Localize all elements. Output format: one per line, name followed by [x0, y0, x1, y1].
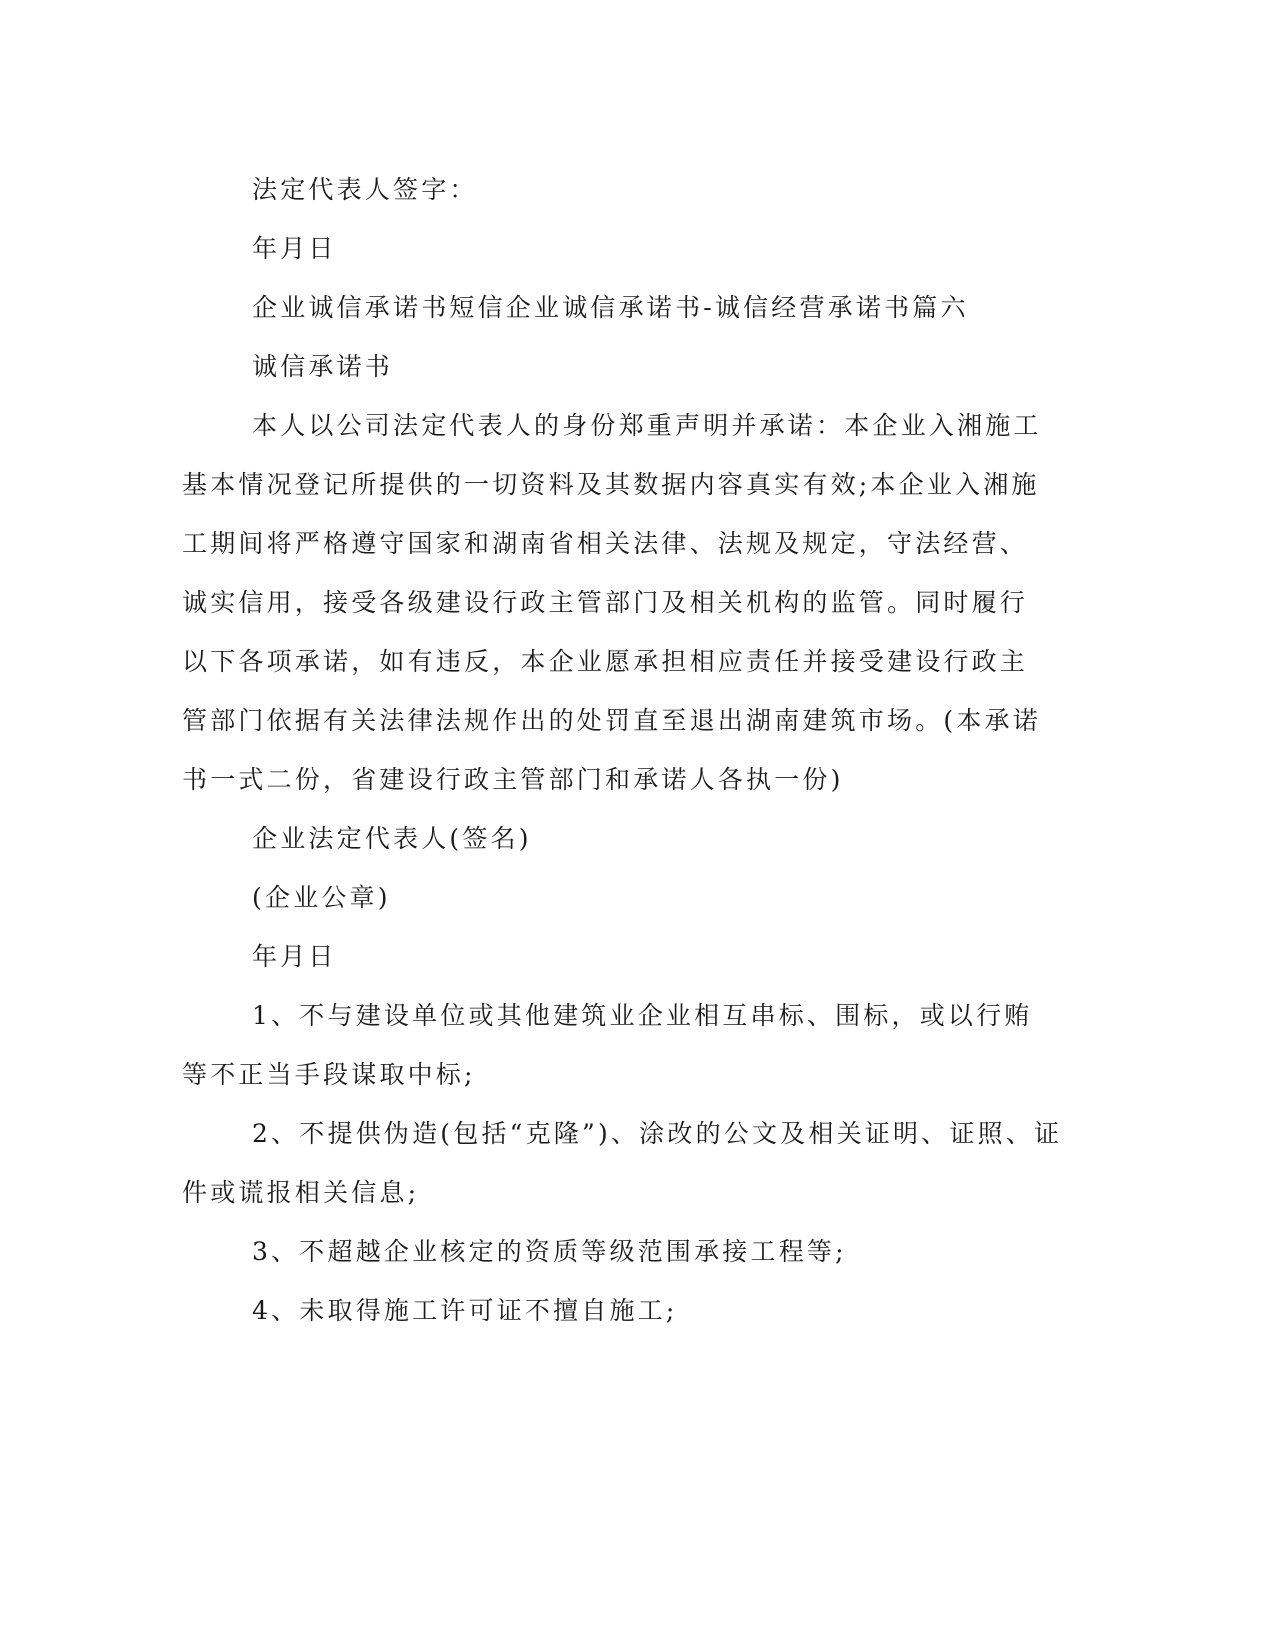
paragraph-line: 1、不与建设单位或其他建筑业企业相互串标、围标，或以行贿	[252, 1001, 1033, 1030]
date-line: 年月日	[252, 942, 337, 971]
paragraph-line: 本人以公司法定代表人的身份郑重声明并承诺：本企业入湘施工	[252, 411, 1042, 440]
signature-label: 法定代表人签字：	[252, 175, 478, 204]
commitment-item: 3、不超越企业核定的资质等级范围承接工程等;	[252, 1237, 847, 1266]
document-page	[182, 160, 1063, 1340]
paragraph-line: 工期间将严格遵守国家和湖南省相关法律、法规及规定，守法经营、	[182, 529, 1029, 558]
commitment-item	[182, 986, 1042, 1104]
commitment-item	[182, 1104, 1063, 1222]
paragraph-line: 件或谎报相关信息;	[182, 1178, 420, 1207]
commitment-item: 4、未取得施工许可证不擅自施工;	[252, 1296, 678, 1325]
date-line: 年月日	[252, 234, 337, 263]
representative-signature: 企业法定代表人(签名)	[252, 824, 532, 853]
statement-paragraph	[182, 396, 1042, 809]
paragraph-line: 基本情况登记所提供的一切资料及其数据内容真实有效;本企业入湘施	[182, 470, 1040, 499]
paragraph-line: 2、不提供伪造(包括“克隆”)、涂改的公文及相关证明、证照、证	[252, 1119, 1063, 1148]
document-title: 诚信承诺书	[252, 352, 394, 381]
paragraph-line: 诚实信用，接受各级建设行政主管部门及相关机构的监管。同时履行	[182, 588, 1029, 617]
paragraph-line: 以下各项承诺，如有违反，本企业愿承担相应责任并接受建设行政主	[182, 647, 1029, 676]
paragraph-line: 等不正当手段谋取中标;	[182, 1060, 476, 1089]
section-heading: 企业诚信承诺书短信企业诚信承诺书-诚信经营承诺书篇六	[252, 293, 969, 322]
company-seal: (企业公章)	[252, 883, 391, 912]
paragraph-line: 管部门依据有关法律法规作出的处罚直至退出湖南建筑市场。(本承诺	[182, 706, 1041, 735]
paragraph-line: 书一式二份，省建设行政主管部门和承诺人各执一份)	[182, 765, 844, 794]
